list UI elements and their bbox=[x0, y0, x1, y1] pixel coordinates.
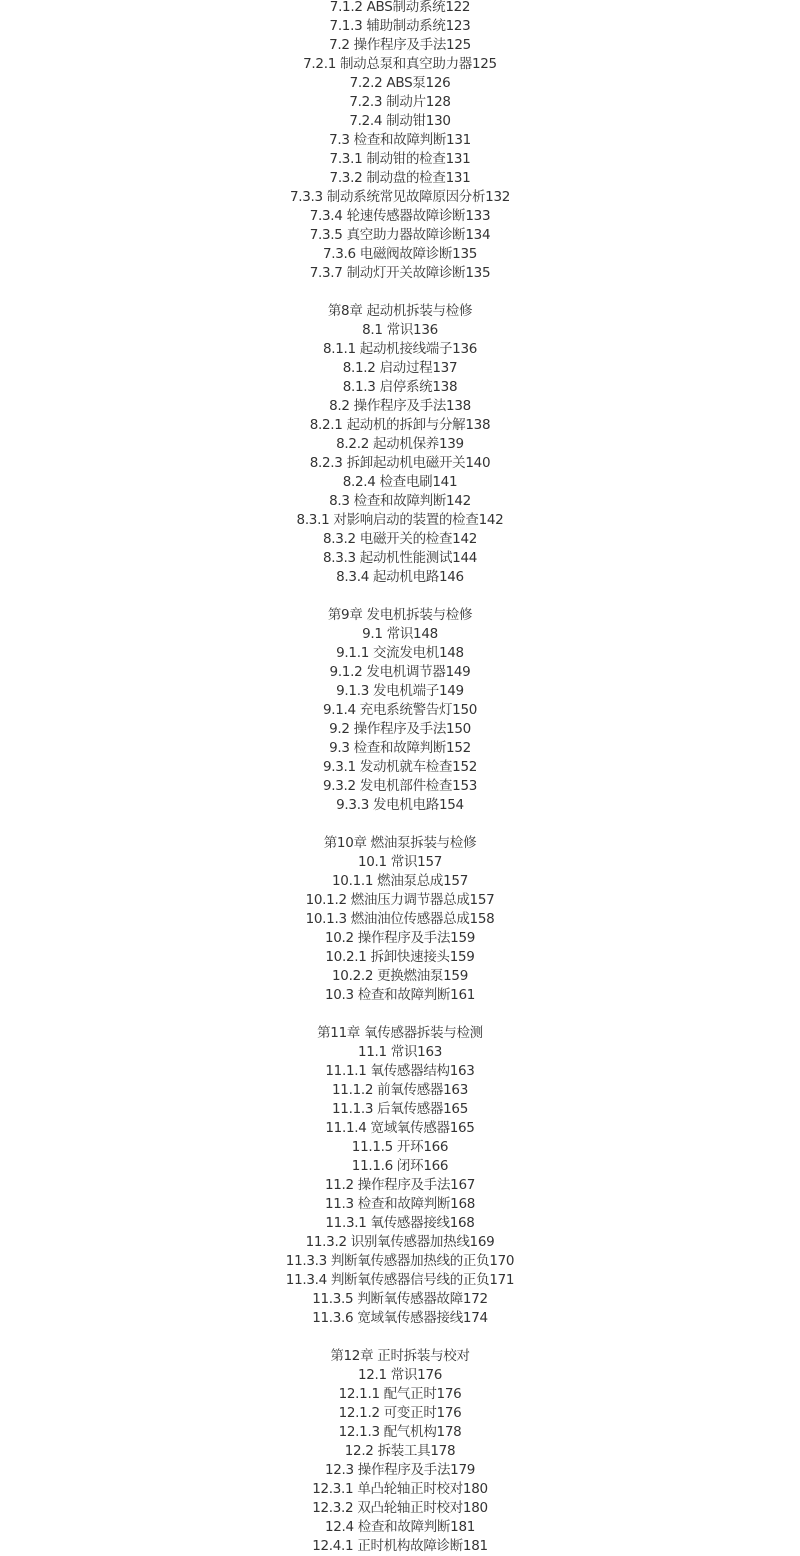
toc-section bbox=[0, 302, 800, 587]
toc-entry: 11.1.1 氧传感器结构163 bbox=[325, 1063, 475, 1079]
toc-entry: 7.2 操作程序及手法125 bbox=[329, 37, 471, 53]
toc-entry: 10.2 操作程序及手法159 bbox=[324, 930, 476, 946]
toc-entry: 11.1.5 开环166 bbox=[351, 1139, 449, 1155]
toc-entry: 10.3 检查和故障判断161 bbox=[324, 987, 476, 1003]
chapter-heading: 第12章 正时拆装与校对 bbox=[330, 1348, 470, 1364]
toc-entry: 12.2 拆装工具178 bbox=[344, 1443, 456, 1459]
toc-entry: 8.1.2 启动过程137 bbox=[342, 360, 458, 376]
chapter-heading: 第9章 发电机拆装与检修 bbox=[327, 607, 473, 623]
toc-entry: 7.2.3 制动片128 bbox=[349, 94, 451, 110]
toc-entry: 8.3.2 电磁开关的检查142 bbox=[322, 531, 478, 547]
toc-entry: 11.1.6 闭环166 bbox=[351, 1158, 449, 1174]
toc-entry: 11.3.6 宽域氧传感器接线174 bbox=[312, 1310, 488, 1326]
toc-section bbox=[0, 1347, 800, 1556]
toc-section bbox=[0, 0, 800, 283]
toc-entry: 10.1.3 燃油油位传感器总成158 bbox=[305, 911, 495, 927]
toc-entry: 7.3.4 轮速传感器故障诊断133 bbox=[309, 208, 491, 224]
toc-entry: 12.1.1 配气正时176 bbox=[338, 1386, 462, 1402]
toc-entry: 10.1.1 燃油泵总成157 bbox=[332, 873, 468, 889]
toc-entry: 12.3 操作程序及手法179 bbox=[324, 1462, 476, 1478]
toc-entry: 7.1.3 辅助制动系统123 bbox=[329, 18, 471, 34]
toc-entry: 11.3.4 判断氧传感器信号线的正负171 bbox=[285, 1272, 515, 1288]
toc-entry: 7.3.2 制动盘的检查131 bbox=[329, 170, 471, 186]
toc-entry: 7.2.2 ABS泵126 bbox=[349, 75, 451, 91]
toc-entry: 10.1.2 燃油压力调节器总成157 bbox=[305, 892, 495, 908]
toc-entry: 11.3.5 判断氧传感器故障172 bbox=[312, 1291, 488, 1307]
toc-entry: 7.3.5 真空助力器故障诊断134 bbox=[309, 227, 491, 243]
toc-entry: 8.1.3 启停系统138 bbox=[342, 379, 458, 395]
toc-entry: 11.3.2 识别氧传感器加热线169 bbox=[305, 1234, 495, 1250]
toc-entry: 8.2.3 拆卸起动机电磁开关140 bbox=[309, 455, 491, 471]
toc-entry: 11.1.2 前氧传感器163 bbox=[332, 1082, 468, 1098]
toc-entry: 8.2.4 检查电刷141 bbox=[342, 474, 458, 490]
toc-entry: 12.3.1 单凸轮轴正时校对180 bbox=[312, 1481, 488, 1497]
toc-entry: 8.1.1 起动机接线端子136 bbox=[322, 341, 478, 357]
toc-entry: 9.1.4 充电系统警告灯150 bbox=[322, 702, 478, 718]
toc-entry: 8.3 检查和故障判断142 bbox=[329, 493, 471, 509]
toc-entry: 9.3.2 发电机部件检查153 bbox=[322, 778, 478, 794]
toc-entry: 7.1.2 ABS制动系统122 bbox=[329, 0, 471, 15]
toc-entry: 7.3 检查和故障判断131 bbox=[329, 132, 471, 148]
toc-entry: 12.4.1 正时机构故障诊断181 bbox=[312, 1538, 488, 1554]
toc-entry: 9.3.1 发动机就车检查152 bbox=[322, 759, 478, 775]
toc-entry: 8.3.3 起动机性能测试144 bbox=[322, 550, 478, 566]
toc-entry: 7.3.7 制动灯开关故障诊断135 bbox=[309, 265, 491, 281]
toc-entry: 9.3.3 发电机电路154 bbox=[336, 797, 464, 813]
toc-section bbox=[0, 606, 800, 815]
section-spacer bbox=[0, 587, 800, 606]
toc-entry: 11.1 常识163 bbox=[357, 1044, 443, 1060]
toc-entry: 11.1.3 后氧传感器165 bbox=[332, 1101, 468, 1117]
chapter-heading: 第8章 起动机拆装与检修 bbox=[327, 303, 473, 319]
section-spacer bbox=[0, 1328, 800, 1347]
toc-entry: 8.2.2 起动机保养139 bbox=[336, 436, 464, 452]
chapter-heading: 第10章 燃油泵拆装与检修 bbox=[323, 835, 477, 851]
toc-entry: 9.1 常识148 bbox=[362, 626, 438, 642]
toc-section bbox=[0, 1024, 800, 1328]
section-spacer bbox=[0, 1005, 800, 1024]
toc-entry: 8.3.4 起动机电路146 bbox=[336, 569, 464, 585]
toc-entry: 8.2 操作程序及手法138 bbox=[329, 398, 471, 414]
toc-entry: 9.1.2 发电机调节器149 bbox=[329, 664, 471, 680]
toc-entry: 9.1.1 交流发电机148 bbox=[336, 645, 464, 661]
toc-entry: 7.3.1 制动钳的检查131 bbox=[329, 151, 471, 167]
toc-entry: 9.1.3 发电机端子149 bbox=[336, 683, 464, 699]
chapter-heading: 第11章 氧传感器拆装与检测 bbox=[317, 1025, 483, 1041]
section-spacer bbox=[0, 815, 800, 834]
toc-entry: 9.2 操作程序及手法150 bbox=[329, 721, 471, 737]
toc-entry: 10.2.2 更换燃油泵159 bbox=[332, 968, 468, 984]
toc-entry: 12.1 常识176 bbox=[357, 1367, 443, 1383]
toc-entry: 10.2.1 拆卸快速接头159 bbox=[325, 949, 475, 965]
toc-entry: 12.4 检查和故障判断181 bbox=[324, 1519, 476, 1535]
toc-entry: 10.1 常识157 bbox=[357, 854, 443, 870]
toc-entry: 12.3.2 双凸轮轴正时校对180 bbox=[312, 1500, 488, 1516]
toc-entry: 8.1 常识136 bbox=[362, 322, 438, 338]
toc-entry: 11.1.4 宽域氧传感器165 bbox=[325, 1120, 475, 1136]
toc-entry: 12.1.2 可变正时176 bbox=[338, 1405, 462, 1421]
toc-entry: 12.1.3 配气机构178 bbox=[338, 1424, 462, 1440]
toc-entry: 7.2.4 制动钳130 bbox=[349, 113, 451, 129]
toc-entry: 8.3.1 对影响启动的装置的检查142 bbox=[296, 512, 504, 528]
toc-entry: 7.3.3 制动系统常见故障原因分析132 bbox=[289, 189, 511, 205]
toc-entry: 7.2.1 制动总泵和真空助力器125 bbox=[303, 56, 497, 72]
toc-entry: 9.3 检查和故障判断152 bbox=[329, 740, 471, 756]
section-spacer bbox=[0, 283, 800, 302]
toc-entry: 11.3.3 判断氧传感器加热线的正负170 bbox=[285, 1253, 515, 1269]
toc-entry: 8.2.1 起动机的拆卸与分解138 bbox=[309, 417, 491, 433]
toc-entry: 11.3 检查和故障判断168 bbox=[324, 1196, 476, 1212]
toc-section bbox=[0, 834, 800, 1005]
toc-entry: 7.3.6 电磁阀故障诊断135 bbox=[322, 246, 478, 262]
toc-entry: 11.2 操作程序及手法167 bbox=[324, 1177, 476, 1193]
toc-entry: 11.3.1 氧传感器接线168 bbox=[325, 1215, 475, 1231]
